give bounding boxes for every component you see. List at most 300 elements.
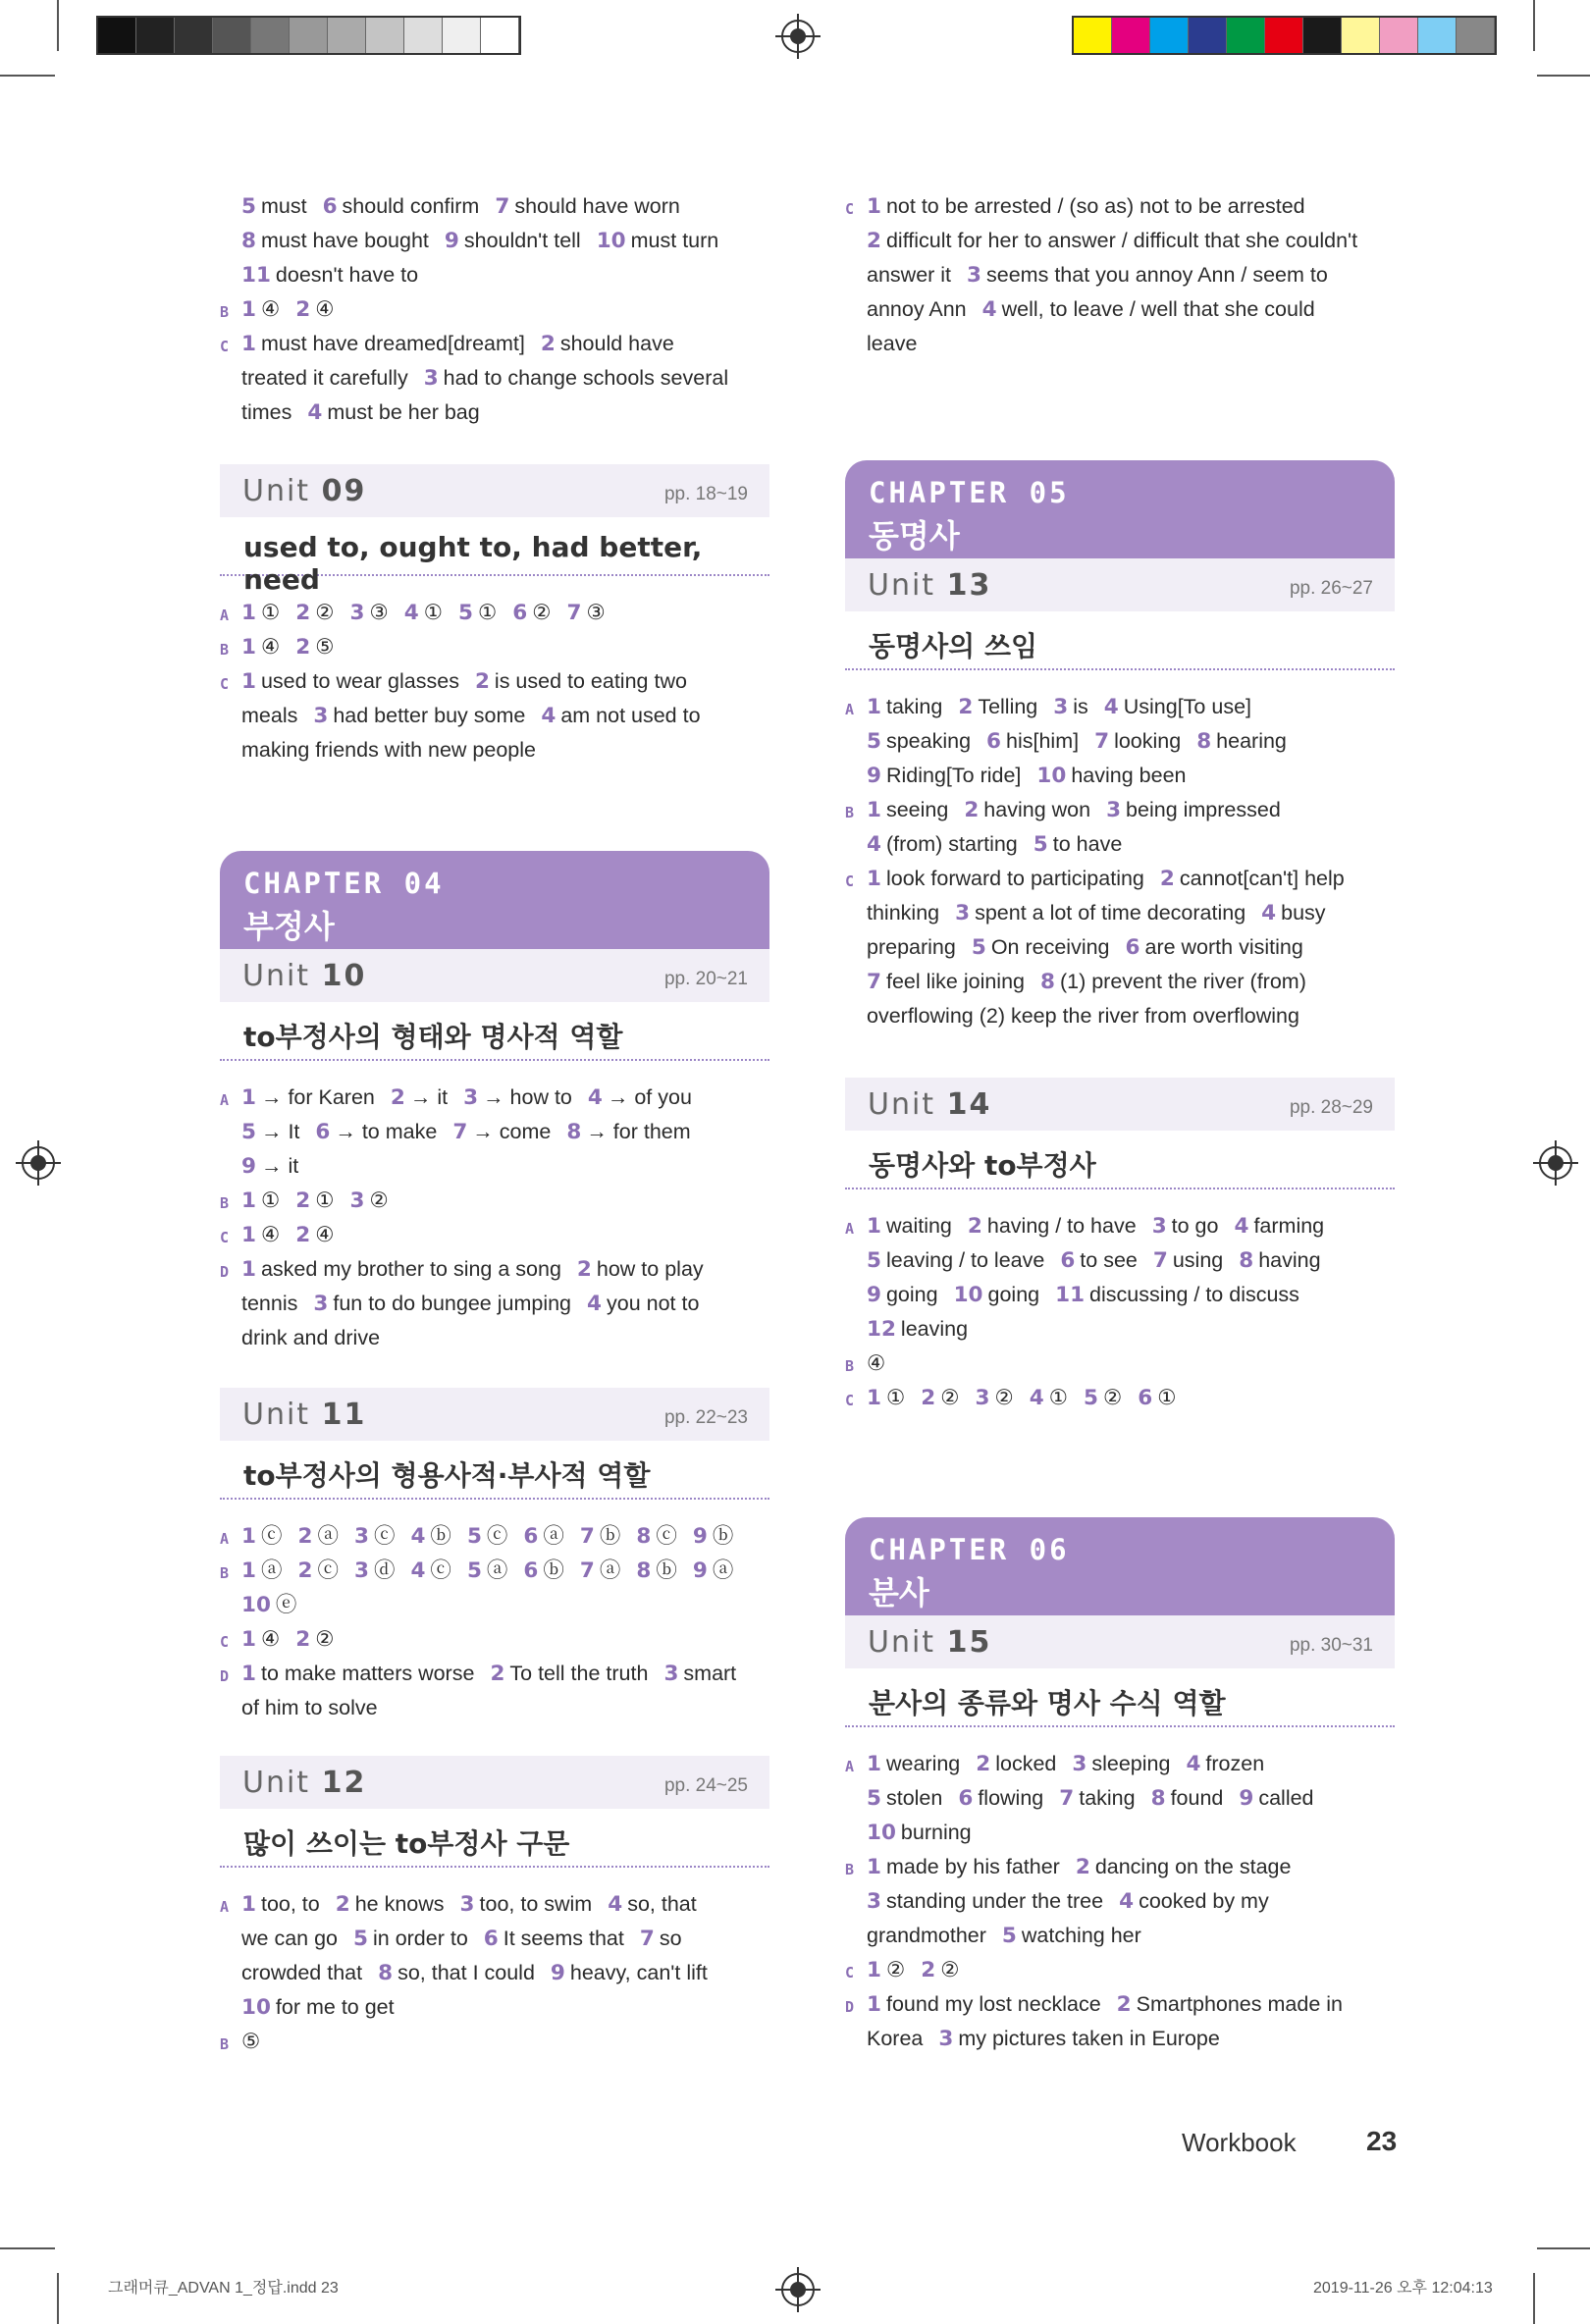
answer-number: 8	[1239, 1248, 1254, 1273]
answer-number: 1	[867, 1992, 881, 2017]
answer-text: shouldn't tell	[463, 229, 581, 252]
answer-text: ⓒ	[317, 1558, 339, 1582]
answer-line	[845, 1850, 1395, 1884]
answer-item	[241, 1696, 378, 1719]
answer-item	[1106, 798, 1281, 821]
answer-item	[445, 229, 581, 252]
answer-text: standing under the tree	[885, 1889, 1104, 1913]
registration-mark-left	[22, 1146, 55, 1180]
color-swatch	[1189, 18, 1227, 53]
answer-text: ④	[260, 1627, 281, 1651]
answer-number: 5	[241, 1120, 256, 1144]
answer-number: 1	[241, 1257, 256, 1282]
section-letter: D	[220, 1263, 230, 1281]
color-swatch	[136, 18, 175, 53]
answer-line	[220, 664, 769, 699]
answer-item	[241, 704, 297, 727]
answer-number: 1	[241, 332, 256, 356]
answer-item	[1076, 1855, 1292, 1878]
answer-number: 7	[1059, 1786, 1075, 1811]
answer-text: → It	[260, 1120, 300, 1143]
answer-number: 6	[483, 1927, 499, 1951]
answer-item	[867, 1248, 1044, 1272]
answer-number: 7	[867, 970, 881, 994]
answer-text: so, that I could	[398, 1961, 535, 1984]
answer-number: 2	[297, 1558, 313, 1583]
answer-item	[313, 1292, 571, 1315]
answer-item	[241, 1120, 299, 1143]
date-slug: 2019-11-26 오후 12:04:13	[1313, 2280, 1493, 2297]
answer-item	[867, 1317, 968, 1341]
answer-item	[295, 297, 334, 321]
answer-item	[1072, 1752, 1170, 1775]
answer-number: 1	[241, 1627, 256, 1652]
unit-number: Unit 13	[868, 568, 992, 603]
unit-title: 동명사의 쓰임	[845, 611, 1395, 670]
answer-text: answer it	[867, 263, 952, 287]
answer-item	[541, 332, 674, 355]
section-letter: C	[845, 872, 855, 890]
answer-item	[972, 935, 1110, 959]
answer-line	[845, 1347, 1395, 1381]
answer-line	[220, 1990, 769, 2025]
answer-text: his[him]	[1006, 729, 1080, 753]
answer-text: farming	[1253, 1214, 1325, 1238]
answer-text: fun to do bungee jumping	[333, 1292, 572, 1315]
unit-header	[845, 1615, 1395, 1668]
answer-text: ⓒ	[486, 1524, 508, 1548]
answer-text: must have bought	[260, 229, 429, 252]
answer-number: 3	[1053, 695, 1069, 719]
unit-title: to부정사의 형용사적·부사적 역할	[220, 1441, 769, 1500]
answer-number: 7	[1094, 729, 1110, 754]
section-letter: A	[220, 607, 230, 624]
answer-item	[921, 1958, 959, 1981]
answer-item	[976, 1386, 1014, 1409]
answer-item	[867, 1958, 905, 1981]
answer-text: leave	[867, 332, 918, 355]
answer-number: 1	[241, 1558, 256, 1583]
answer-text: ⓓ	[373, 1558, 396, 1582]
answer-number: 3	[1072, 1752, 1087, 1776]
answer-number: 11	[241, 263, 271, 288]
answer-text: going	[987, 1283, 1040, 1306]
unit-header	[220, 949, 769, 1002]
color-swatch	[443, 18, 481, 53]
answer-number: 10	[867, 1821, 896, 1845]
answer-item	[867, 297, 967, 321]
answer-item	[867, 1351, 885, 1375]
unit-pages: pp. 28~29	[1289, 1097, 1373, 1118]
answer-item	[241, 1662, 474, 1685]
unit-answers	[220, 1519, 769, 1725]
answer-number: 8	[1040, 970, 1055, 994]
answer-text: ①	[260, 601, 281, 624]
page-number: 23	[1366, 2126, 1398, 2156]
answer-text: dancing on the stage	[1094, 1855, 1292, 1878]
section-letter: A	[220, 1898, 230, 1916]
answer-text: cooked by my	[1139, 1889, 1269, 1913]
answer-text: looking	[1114, 729, 1182, 753]
section-letter: B	[220, 303, 230, 321]
answer-number: 4	[867, 832, 881, 857]
answer-item	[867, 1786, 942, 1810]
answer-number: 2	[964, 798, 980, 822]
answer-number: 7	[579, 1558, 595, 1583]
answer-item	[336, 1892, 445, 1916]
answer-text: → come	[472, 1120, 552, 1143]
answer-text: ④	[315, 1223, 335, 1246]
left-column	[220, 189, 769, 430]
chapter-title: 동명사	[869, 517, 960, 555]
section-letter: A	[845, 1220, 855, 1238]
answer-item	[241, 1593, 296, 1616]
section-letter: B	[220, 1194, 230, 1212]
color-swatch	[251, 18, 290, 53]
answer-item	[867, 764, 1021, 787]
answer-item	[580, 1558, 620, 1582]
answer-item	[241, 1257, 561, 1281]
answer-item	[867, 867, 1144, 890]
answer-item	[241, 738, 536, 762]
section-letter: A	[845, 701, 855, 718]
answer-item	[541, 704, 700, 727]
answer-number: 1	[241, 1662, 256, 1686]
answer-line	[220, 1887, 769, 1922]
chapter-title: 분사	[869, 1574, 929, 1611]
color-swatch	[404, 18, 443, 53]
answer-line	[220, 1321, 769, 1355]
answer-line	[220, 2025, 769, 2059]
answer-number: 2	[295, 1188, 311, 1213]
answer-text: making friends with new people	[241, 738, 536, 762]
answer-number: 1	[241, 1188, 256, 1213]
chapter-number: CHAPTER 05	[869, 476, 1070, 509]
answer-item	[424, 366, 728, 390]
answer-number: 4	[307, 400, 323, 425]
answer-number: 3	[313, 1292, 329, 1316]
answer-item	[378, 1961, 535, 1984]
answer-text: → of you	[607, 1085, 692, 1109]
unit-pages: pp. 18~19	[663, 484, 748, 504]
unit-title: 많이 쓰이는 to부정사 구문	[220, 1809, 769, 1868]
answer-text: sleeping	[1091, 1752, 1171, 1775]
unit-answers	[220, 1887, 769, 2059]
answer-number: 1	[867, 194, 881, 219]
answer-text: am not used to	[560, 704, 701, 727]
answer-text: times	[241, 400, 292, 424]
answer-item	[1036, 764, 1186, 787]
answer-line	[845, 690, 1395, 724]
answer-number: 1	[867, 695, 881, 719]
answer-item	[1160, 867, 1345, 890]
answer-text: for me to get	[275, 1995, 395, 2019]
section-letter: B	[220, 641, 230, 659]
answer-text: is used to eating two	[494, 669, 687, 693]
answer-text: ⓑ	[712, 1524, 734, 1548]
answer-number: 2	[576, 1257, 592, 1282]
answer-line	[845, 1747, 1395, 1781]
answer-number: 8	[1150, 1786, 1166, 1811]
answer-item	[1094, 729, 1181, 753]
answer-item	[241, 366, 408, 390]
answer-text: ①	[315, 1188, 335, 1212]
answer-text: are worth visiting	[1144, 935, 1303, 959]
answer-item	[458, 601, 497, 624]
color-swatch	[1112, 18, 1150, 53]
answer-number: 7	[452, 1120, 468, 1144]
answer-item	[241, 229, 429, 252]
left-top-answers	[220, 189, 769, 430]
answer-number: 3	[423, 366, 439, 391]
answer-item	[1060, 1248, 1138, 1272]
answer-number: 3	[349, 601, 365, 625]
answer-text: should confirm	[342, 194, 480, 218]
answer-number: 1	[867, 1752, 881, 1776]
answer-text: On receiving	[990, 935, 1110, 959]
unit-number: Unit 14	[868, 1087, 992, 1122]
answer-text: locked	[995, 1752, 1057, 1775]
answer-item	[323, 194, 480, 218]
answer-item	[867, 798, 948, 821]
answer-item	[467, 1558, 507, 1582]
unit-pages: pp. 30~31	[1289, 1635, 1373, 1656]
answer-text: ⓐ	[599, 1558, 621, 1582]
answer-number: 8	[566, 1120, 582, 1144]
answer-number: 3	[349, 1188, 365, 1213]
answer-number: 10	[953, 1283, 983, 1307]
answer-text: ⑤	[241, 2030, 261, 2053]
answer-line	[845, 224, 1395, 258]
answer-number: 7	[639, 1927, 655, 1951]
answer-number: 3	[459, 1892, 475, 1917]
section-letter: A	[845, 1758, 855, 1775]
color-swatch	[1074, 18, 1112, 53]
answer-text: Using[To use]	[1123, 695, 1251, 718]
answer-item	[1059, 1786, 1135, 1810]
section-letter: C	[220, 675, 230, 693]
answer-item	[241, 1223, 280, 1246]
answer-text: in order to	[372, 1927, 468, 1950]
registration-mark-top	[781, 20, 815, 53]
section-letter: B	[845, 1861, 855, 1878]
chapter-05-section	[845, 460, 1395, 1033]
color-swatch	[1457, 18, 1495, 53]
answer-number: 5	[867, 729, 881, 754]
answer-item	[391, 1085, 448, 1109]
answer-text: spent a lot of time decorating	[975, 901, 1246, 924]
answer-item	[867, 1004, 1299, 1028]
answer-line	[845, 258, 1395, 292]
answer-number: 5	[867, 1786, 881, 1811]
answer-item	[241, 1085, 375, 1109]
answer-text: ④	[315, 297, 335, 321]
chapter-header	[845, 460, 1395, 558]
answer-text: well, to leave / well that she could	[1001, 297, 1315, 321]
answer-item	[867, 832, 1018, 856]
answer-line	[845, 292, 1395, 327]
answer-text: ②	[532, 601, 552, 624]
answer-line	[845, 999, 1395, 1033]
answer-item	[297, 1558, 338, 1582]
unit-pages: pp. 26~27	[1289, 578, 1373, 599]
answer-text: ⓐ	[543, 1524, 564, 1548]
answer-line	[845, 1312, 1395, 1347]
answer-item	[1138, 1386, 1176, 1409]
section-letter: A	[220, 1091, 230, 1109]
answer-text: Smartphones made in	[1136, 1992, 1343, 2016]
answer-item	[350, 601, 389, 624]
answer-number: 7	[579, 1524, 595, 1549]
answer-line	[220, 396, 769, 430]
answer-item	[954, 1283, 1040, 1306]
answer-line	[220, 1657, 769, 1691]
answer-number: 3	[967, 263, 982, 288]
chapter-number: CHAPTER 06	[869, 1533, 1070, 1566]
answer-text: ②	[315, 1627, 335, 1651]
answer-number: 4	[1119, 1889, 1135, 1914]
answer-number: 2	[1159, 867, 1175, 891]
answer-item	[475, 669, 687, 693]
answer-item	[354, 1524, 395, 1548]
answer-text: ⓒ	[430, 1558, 451, 1582]
answer-text: look forward to participating	[885, 867, 1144, 890]
grayscale-bar	[96, 16, 521, 55]
answer-text: It seems that	[503, 1927, 624, 1950]
answer-text: we can go	[241, 1927, 339, 1950]
answer-number: 5	[353, 1927, 368, 1951]
answer-text: ②	[369, 1188, 389, 1212]
answer-number: 4	[608, 1892, 623, 1917]
unit-header	[845, 558, 1395, 611]
section-letter: C	[845, 1392, 855, 1409]
section-letter: D	[220, 1667, 230, 1685]
answer-text: stolen	[885, 1786, 943, 1810]
answer-number: 4	[410, 1558, 426, 1583]
answer-text: thinking	[867, 901, 940, 924]
answer-number: 2	[295, 297, 311, 322]
answer-line	[845, 793, 1395, 827]
answer-item	[867, 1821, 972, 1844]
answer-number: 1	[867, 1855, 881, 1879]
answer-number: 2	[867, 229, 881, 253]
answer-line	[220, 361, 769, 396]
answer-item	[241, 1292, 297, 1315]
answer-text: being impressed	[1126, 798, 1281, 821]
answer-number: 1	[241, 669, 256, 694]
unit-title: to부정사의 형태와 명사적 역할	[220, 1002, 769, 1061]
answer-text: seeing	[885, 798, 949, 821]
answer-text: watching her	[1021, 1924, 1141, 1947]
answer-text: he knows	[354, 1892, 445, 1916]
answer-text: discussing / to discuss	[1089, 1283, 1299, 1306]
answer-number: 9	[867, 764, 881, 788]
chapter-04-section	[220, 851, 769, 1355]
answer-item	[241, 635, 280, 659]
answer-item	[512, 601, 551, 624]
answer-text: hearing	[1216, 729, 1287, 753]
answer-number: 1	[241, 635, 256, 660]
answer-item	[964, 798, 1090, 821]
color-swatch	[1265, 18, 1303, 53]
answer-item	[295, 601, 334, 624]
answer-item	[1104, 695, 1251, 718]
answer-text: using	[1172, 1248, 1224, 1272]
answer-text: ⓐ	[486, 1558, 508, 1582]
answer-item	[353, 1927, 468, 1950]
answer-item	[867, 970, 1025, 993]
color-swatch	[328, 18, 366, 53]
answer-number: 7	[1152, 1248, 1168, 1273]
answer-number: 3	[353, 1558, 369, 1583]
answer-item	[867, 194, 1305, 218]
answer-item	[1002, 1924, 1141, 1947]
answer-item	[867, 1283, 938, 1306]
answer-number: 1	[867, 1214, 881, 1239]
answer-item	[588, 1085, 692, 1109]
answer-text: so, that	[627, 1892, 697, 1916]
answer-number: 2	[1116, 1992, 1132, 2017]
answer-line	[220, 1622, 769, 1657]
answer-text: made by his father	[885, 1855, 1060, 1878]
answer-item	[350, 1188, 389, 1212]
answer-text: difficult for her to answer / difficult that she couldn't	[885, 229, 1358, 252]
unit-header	[845, 1078, 1395, 1131]
answer-item	[967, 263, 1328, 287]
answer-number: 1	[867, 1958, 881, 1982]
answer-line	[220, 327, 769, 361]
answer-item	[867, 729, 971, 753]
answer-text: grandmother	[867, 1924, 986, 1947]
answer-text: is	[1073, 695, 1088, 718]
answer-text: ⓑ	[543, 1558, 564, 1582]
answer-line	[845, 930, 1395, 965]
answer-item	[523, 1524, 563, 1548]
unit-number: Unit 12	[242, 1766, 367, 1800]
answer-text: ⓐ	[317, 1524, 339, 1548]
answer-item	[867, 1924, 986, 1947]
answer-line	[220, 1691, 769, 1725]
answer-number: 2	[1075, 1855, 1090, 1879]
answer-text: had to change schools several	[443, 366, 729, 390]
answer-number: 6	[986, 729, 1002, 754]
answer-item	[551, 1961, 708, 1984]
answer-item	[295, 635, 334, 659]
answer-item	[982, 297, 1315, 321]
answer-text: (1) prevent the river (from)	[1059, 970, 1306, 993]
answer-line	[220, 1218, 769, 1252]
color-swatch	[1342, 18, 1380, 53]
answer-item	[241, 1995, 395, 2019]
answer-item	[241, 2030, 260, 2053]
answer-text: too, to	[260, 1892, 320, 1916]
answer-number: 2	[295, 601, 311, 625]
answer-text: to go	[1171, 1214, 1219, 1238]
answer-text: busy	[1281, 901, 1326, 924]
answer-item	[867, 1889, 1103, 1913]
answer-number: 5	[1084, 1386, 1098, 1410]
answer-number: 5	[458, 601, 473, 625]
answer-number: 1	[867, 798, 881, 822]
answer-number: 3	[663, 1662, 679, 1686]
answer-number: 4	[1029, 1386, 1044, 1410]
answer-item	[241, 1326, 380, 1349]
answer-item	[1034, 832, 1123, 856]
answer-item	[921, 1386, 959, 1409]
answer-number: 5	[466, 1524, 482, 1549]
answer-item	[867, 1752, 960, 1775]
answer-number: 6	[512, 601, 528, 625]
